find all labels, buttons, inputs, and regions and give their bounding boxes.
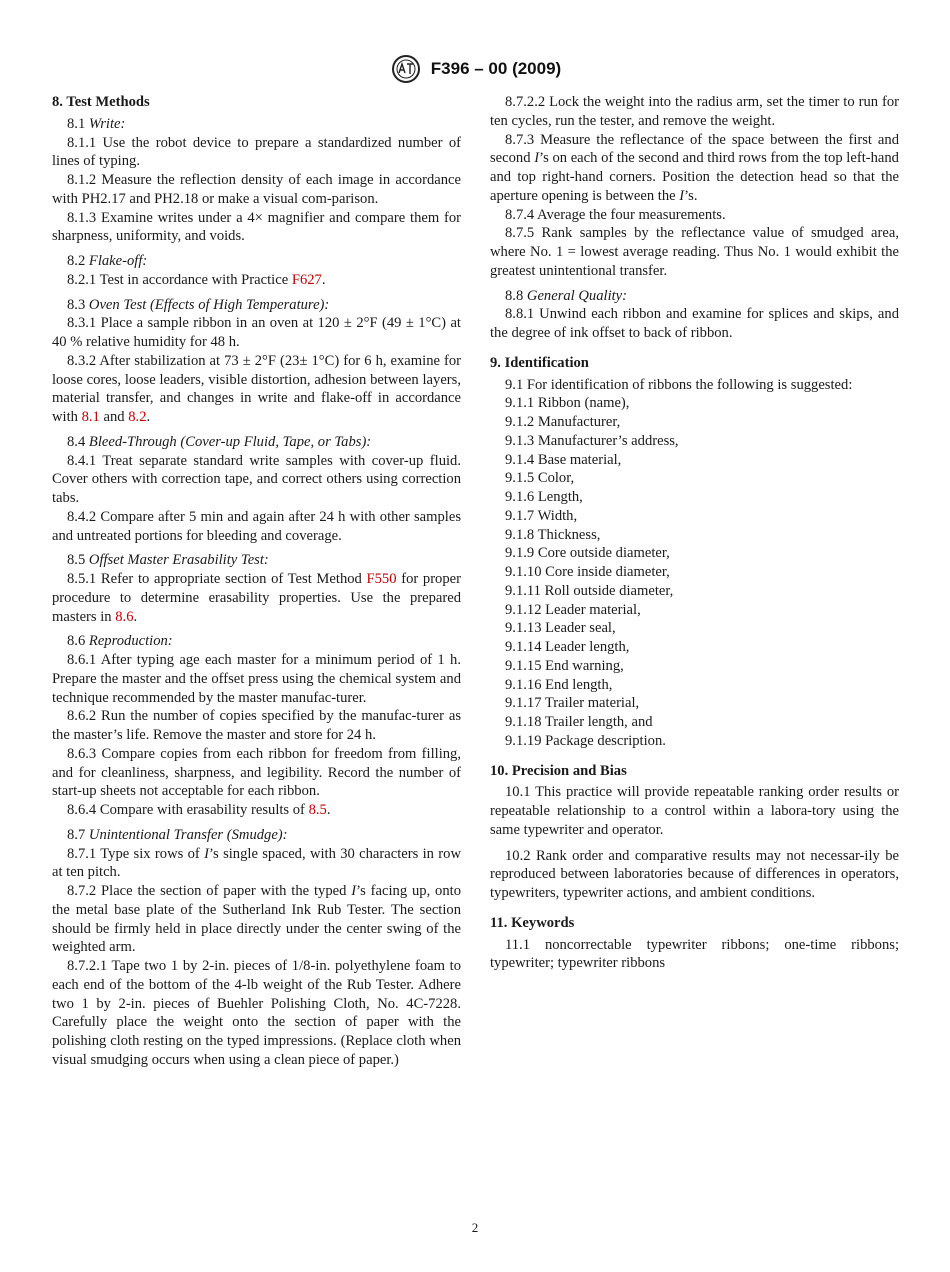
paragraph-9-1: 9.1 For identification of ribbons the following is suggested: xyxy=(505,376,853,393)
subsection-8-3: 8.3 Oven Test (Effects of High Temperature): xyxy=(67,296,330,313)
paragraph-8-7-2-1: 8.7.2.1 Tape two 1 by 2-in. pieces of 1/8-in. polyethylene foam to each end of the bottom of the 4-lb weight of the Rub Tester. Adhere two 1 by 2-in. pieces of Buehler Polishing Cloth, No. 4C-7228. Carefully place the weight onto the section of paper with the polishing cloth resting on the typed impressions. (Replace cloth when visual smudging occurs when using a clean piece of paper.) xyxy=(52,958,461,1068)
paragraph-8-7-1: 8.7.1 Type six rows of I’s single spaced, with 30 characters in row at ten pitch. xyxy=(52,845,461,881)
list-item: 9.1.7 Width, xyxy=(505,507,578,524)
paragraph-8-1-1: 8.1.1 Use the robot device to prepare a standardized number of lines of typing. xyxy=(52,134,461,170)
link-f550[interactable]: F550 xyxy=(366,571,397,587)
subsection-8-4: 8.4 Bleed-Through (Cover-up Fluid, Tape, or Tabs): xyxy=(67,433,372,450)
paragraph-8-6-4: 8.6.4 Compare with erasability results of 8.5. xyxy=(67,802,331,818)
list-item: 9.1.12 Leader material, xyxy=(505,601,641,618)
link-8-2[interactable]: 8.2 xyxy=(128,409,147,425)
list-item: 9.1.11 Roll outside diameter, xyxy=(505,582,674,599)
paragraph-8-4-1: 8.4.1 Treat separate standard write samples with cover-up fluid. Cover others with correction tape, and correct others using correction tabs. xyxy=(52,452,461,506)
subsection-8-5: 8.5 Offset Master Erasability Test: xyxy=(67,552,269,569)
list-item: 9.1.18 Trailer length, and xyxy=(505,714,653,730)
list-item: 9.1.14 Leader length, xyxy=(505,639,630,655)
link-f627[interactable]: F627 xyxy=(291,271,322,288)
paragraph-8-3-1: 8.3.1 Place a sample ribbon in an oven at 120 ± 2°F (49 ± 1°C) at 40 % relative humidity for 48 h. xyxy=(52,315,461,350)
link-8-6[interactable]: 8.6 xyxy=(115,608,134,625)
list-item: 9.1.3 Manufacturer’s address, xyxy=(505,432,679,449)
list-item: 9.1.16 End length, xyxy=(505,676,613,693)
paragraph-8-7-5: 8.7.5 Rank samples by the reflectance value of smudged area, where No. 1 = lowest average reading. Thus No. 1 would exhibit the greatest unintentional transfer. xyxy=(490,225,899,279)
list-item: 9.1.2 Manufacturer, xyxy=(505,414,621,430)
list-item: 9.1.15 End warning, xyxy=(505,657,624,674)
paragraph-8-6-3: 8.6.3 Compare copies from each ribbon for freedom from filling, and for cleanliness, sharpness, and legibility. Record the number of start-up sheets not acceptable for each ribbon. xyxy=(52,745,461,800)
section-10-heading: 10. Precision and Bias xyxy=(490,762,627,779)
paragraph-11-1: 11.1 noncorrectable typewriter ribbons; one-time ribbons; typewriter; typewriter ribbons xyxy=(490,936,899,972)
list-item: 9.1.1 Ribbon (name), xyxy=(505,395,630,412)
paragraph-8-2-1: 8.2.1 Test in accordance with Practice F627. xyxy=(67,271,326,288)
page-header xyxy=(0,54,950,84)
paragraph-8-7-4: 8.7.4 Average the four measurements. xyxy=(505,206,726,223)
list-item: 9.1.19 Package description. xyxy=(505,732,666,749)
subsection-8-2: 8.2 Flake-off: xyxy=(67,253,148,269)
section-11-heading: 11. Keywords xyxy=(490,914,575,931)
paragraph-8-4-2: 8.4.2 Compare after 5 min and again after 24 h with other samples and untreated portions for bleeding and coverage. xyxy=(52,508,461,544)
paragraph-8-1-3: 8.1.3 Examine writes under a 4× magnifier and compare them for sharpness, uniformity, and voids. xyxy=(52,209,461,245)
link-8-1[interactable]: 8.1 xyxy=(81,409,100,425)
paragraph-10-2: 10.2 Rank order and comparative results may not necessar-ily be reproduced between laboratories because of differences in operators, typewriters, typewriter actions, and ambient conditions. xyxy=(490,847,899,901)
paragraph-8-5-1: 8.5.1 Refer to appropriate section of Test Method F550 for proper procedure to determine erasability properties. Use the prepared masters in 8.6. xyxy=(52,571,461,625)
document-id: F396 – 00 (2009) xyxy=(430,59,562,78)
list-item: 9.1.6 Length, xyxy=(505,489,583,505)
list-item: 9.1.8 Thickness, xyxy=(505,526,601,543)
astm-logo-icon xyxy=(389,54,423,84)
list-item: 9.1.9 Core outside diameter, xyxy=(505,545,670,562)
left-column xyxy=(52,93,461,1070)
link-8-5[interactable]: 8.5 xyxy=(308,802,327,818)
subsection-8-8: 8.8 General Quality: xyxy=(505,287,628,304)
list-item: 9.1.10 Core inside diameter, xyxy=(505,564,670,580)
paragraph-8-6-1: 8.6.1 After typing age each master for a minimum period of 1 h. Prepare the master and the offset press using the chemical system and technique recommended by the master manufac-turer. xyxy=(52,652,461,706)
paragraph-8-6-2: 8.6.2 Run the number of copies specified by the manufac-turer as the master’s life. Remove the master and store for 24 h. xyxy=(52,708,461,743)
paragraph-8-7-2: 8.7.2 Place the section of paper with the typed I’s facing up, onto the metal base plate of the Sutherland Ink Rub Tester. The section should be firmly held in place directly under the center swing of the weighted arm. xyxy=(52,883,461,956)
subsection-8-7: 8.7 Unintentional Transfer (Smudge): xyxy=(67,826,288,843)
list-item: 9.1.5 Color, xyxy=(505,470,575,487)
section-9-heading: 9. Identification xyxy=(490,354,589,371)
subsection-8-6: 8.6 Reproduction: xyxy=(67,633,173,650)
list-item: 9.1.17 Trailer material, xyxy=(505,695,640,712)
page-number: 2 xyxy=(471,1220,479,1235)
list-item: 9.1.13 Leader seal, xyxy=(505,620,616,637)
paragraph-8-8-1: 8.8.1 Unwind each ribbon and examine for splices and skips, and the degree of ink offset to back of ribbon. xyxy=(490,306,899,341)
right-column xyxy=(490,93,899,973)
paragraph-8-3-2: 8.3.2 After stabilization at 73 ± 2°F (23± 1°C) for 6 h, examine for loose cores, loose leaders, visible distortion, adhesion between layers, material transfer, and changes in write and flake-off in accordance with 8.1 and 8.2. xyxy=(52,352,461,425)
subsection-8-1: 8.1 Write: xyxy=(67,115,126,132)
paragraph-8-7-2-2: 8.7.2.2 Lock the weight into the radius arm, set the timer to run for ten cycles, run the tester, and remove the weight. xyxy=(490,94,899,129)
section-8-heading: 8. Test Methods xyxy=(52,94,150,110)
paragraph-10-1: 10.1 This practice will provide repeatable ranking order results or repeatable relationship to a control within a labora-tory using the same typewriter and operator. xyxy=(490,784,899,838)
list-item: 9.1.4 Base material, xyxy=(505,451,622,468)
identification-list xyxy=(490,394,899,750)
paragraph-8-7-3: 8.7.3 Measure the reflectance of the space between the first and second I’s on each of the second and third rows from the top left-hand and top right-hand corners. Position the detection head so that the aperture opening is between the I’s. xyxy=(490,131,899,204)
paragraph-8-1-2: 8.1.2 Measure the reflection density of each image in accordance with PH2.17 and PH2.18 or make a visual com-parison. xyxy=(52,172,461,207)
